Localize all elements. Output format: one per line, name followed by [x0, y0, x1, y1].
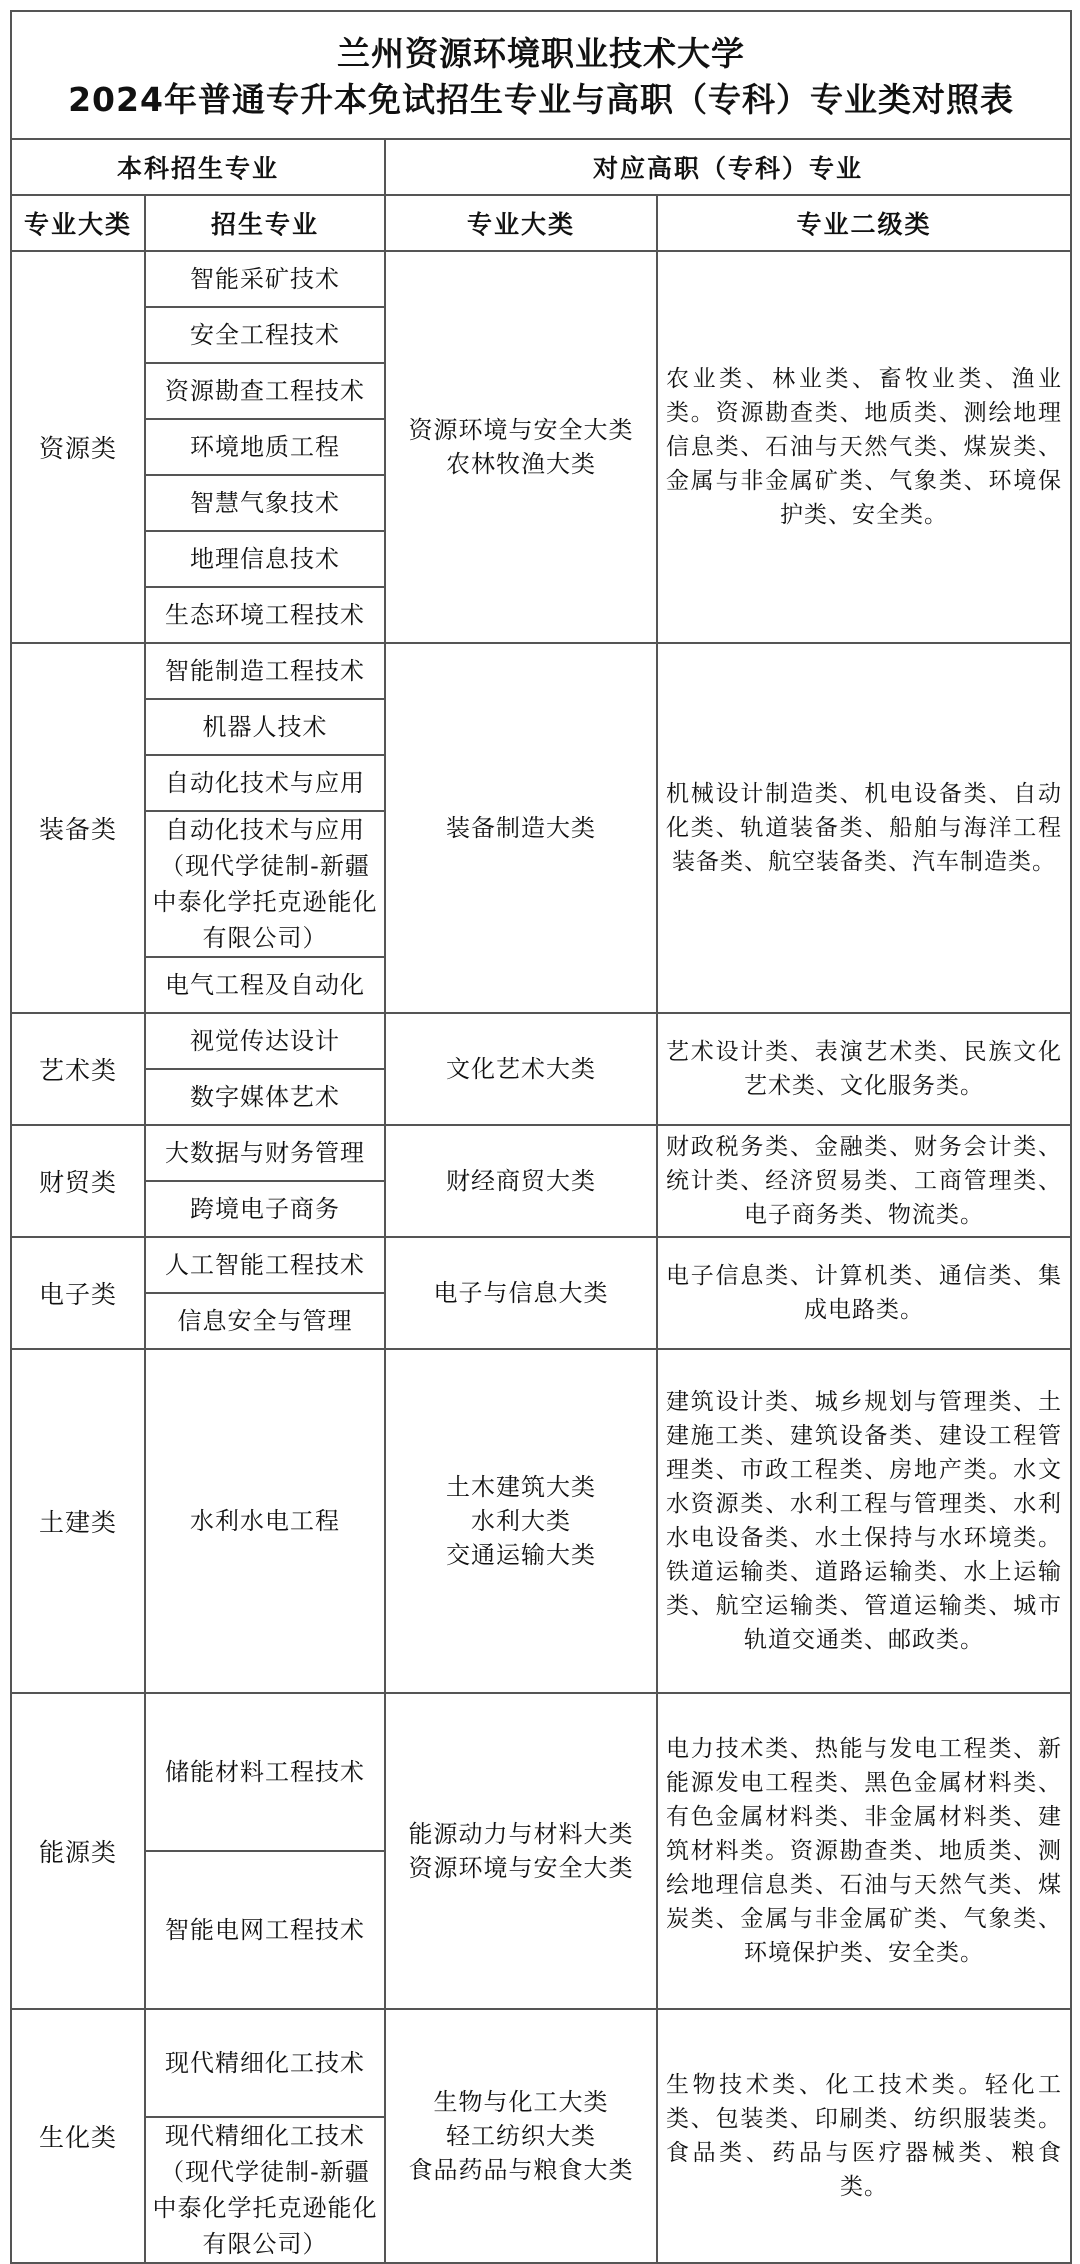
vcategory-cell: 电子与信息大类: [385, 1237, 657, 1349]
major-cell: 生态环境工程技术: [145, 587, 385, 643]
major-cell: 安全工程技术: [145, 307, 385, 363]
major-cell: 环境地质工程: [145, 419, 385, 475]
subclass-cell: 财政税务类、金融类、财务会计类、统计类、经济贸易类、工商管理类、电子商务类、物流类。: [657, 1125, 1071, 1237]
vcategory-cell: 生物与化工大类 轻工纺织大类 食品药品与粮食大类: [385, 2009, 657, 2263]
category-cell: 资源类: [11, 251, 145, 643]
subclass-cell: 电子信息类、计算机类、通信类、集成电路类。: [657, 1237, 1071, 1349]
category-cell: 艺术类: [11, 1013, 145, 1125]
header-vcategory: 专业大类: [385, 195, 657, 251]
vcategory-cell: 装备制造大类: [385, 643, 657, 1013]
major-cell: 智慧气象技术: [145, 475, 385, 531]
major-cell: 智能制造工程技术: [145, 643, 385, 699]
major-cell: 机器人技术: [145, 699, 385, 755]
major-cell: 水利水电工程: [145, 1349, 385, 1693]
major-cell: 大数据与财务管理: [145, 1125, 385, 1181]
major-cell: 现代精细化工技术（现代学徒制-新疆中泰化学托克逊能化有限公司）: [145, 2117, 385, 2263]
major-cell: 自动化技术与应用: [145, 755, 385, 811]
category-cell: 装备类: [11, 643, 145, 1013]
category-cell: 电子类: [11, 1237, 145, 1349]
category-cell: 生化类: [11, 2009, 145, 2263]
vcategory-cell: 资源环境与安全大类 农林牧渔大类: [385, 251, 657, 643]
title-row: [11, 11, 1071, 139]
header-row-2: [11, 195, 1071, 251]
table-row: [11, 1237, 1071, 1293]
major-cell: 储能材料工程技术: [145, 1693, 385, 1851]
major-cell: 信息安全与管理: [145, 1293, 385, 1349]
header-category: 专业大类: [11, 195, 145, 251]
subclass-cell: 生物技术类、化工技术类。轻化工类、包装类、印刷类、纺织服装类。食品类、药品与医疗器械类、粮食类。: [657, 2009, 1071, 2263]
subclass-cell: 艺术设计类、表演艺术类、民族文化艺术类、文化服务类。: [657, 1013, 1071, 1125]
subclass-cell: 机械设计制造类、机电设备类、自动化类、轨道装备类、船舶与海洋工程装备类、航空装备类、汽车制造类。: [657, 643, 1071, 1013]
vcategory-cell: 财经商贸大类: [385, 1125, 657, 1237]
major-cell: 数字媒体艺术: [145, 1069, 385, 1125]
table-row: [11, 1125, 1071, 1181]
table-row: [11, 251, 1071, 307]
major-cell: 智能电网工程技术: [145, 1851, 385, 2009]
table-row: [11, 643, 1071, 699]
subclass-cell: 电力技术类、热能与发电工程类、新能源发电工程类、黑色金属材料类、有色金属材料类、非金属材料类、建筑材料类。资源勘查类、地质类、测绘地理信息类、石油与天然气类、煤炭类、金属与非金属矿类、气象类、环境保护类、安全类。: [657, 1693, 1071, 2009]
major-cell: 电气工程及自动化: [145, 957, 385, 1013]
category-cell: 能源类: [11, 1693, 145, 2009]
header-undergrad: 本科招生专业: [11, 139, 385, 195]
category-cell: 财贸类: [11, 1125, 145, 1237]
major-cell: 自动化技术与应用（现代学徒制-新疆中泰化学托克逊能化有限公司）: [145, 811, 385, 957]
vcategory-cell: 能源动力与材料大类 资源环境与安全大类: [385, 1693, 657, 2009]
header-row-1: [11, 139, 1071, 195]
major-cell: 智能采矿技术: [145, 251, 385, 307]
subclass-cell: 农业类、林业类、畜牧业类、渔业类。资源勘查类、地质类、测绘地理信息类、石油与天然气类、煤炭类、金属与非金属矿类、气象类、环境保护类、安全类。: [657, 251, 1071, 643]
major-cell: 视觉传达设计: [145, 1013, 385, 1069]
table-row: [11, 1693, 1071, 1851]
table-row: [11, 1349, 1071, 1693]
vcategory-cell: 文化艺术大类: [385, 1013, 657, 1125]
header-subclass: 专业二级类: [657, 195, 1071, 251]
major-cell: 资源勘查工程技术: [145, 363, 385, 419]
table-row: [11, 1013, 1071, 1069]
major-cell: 地理信息技术: [145, 531, 385, 587]
table-row: [11, 2009, 1071, 2117]
major-cell: 现代精细化工技术: [145, 2009, 385, 2117]
major-cell: 人工智能工程技术: [145, 1237, 385, 1293]
category-cell: 土建类: [11, 1349, 145, 1693]
subclass-cell: 建筑设计类、城乡规划与管理类、土建施工类、建筑设备类、建设工程管理类、市政工程类、房地产类。水文水资源类、水利工程与管理类、水利水电设备类、水土保持与水环境类。铁道运输类、道路运输类、水上运输类、航空运输类、管道运输类、城市轨道交通类、邮政类。: [657, 1349, 1071, 1693]
header-major: 招生专业: [145, 195, 385, 251]
header-vocational: 对应高职（专科）专业: [385, 139, 1071, 195]
comparison-table: [10, 10, 1072, 2264]
vcategory-cell: 土木建筑大类 水利大类 交通运输大类: [385, 1349, 657, 1693]
major-cell: 跨境电子商务: [145, 1181, 385, 1237]
page-title: 兰州资源环境职业技术大学 2024年普通专升本免试招生专业与高职（专科）专业类对照表: [11, 11, 1071, 139]
